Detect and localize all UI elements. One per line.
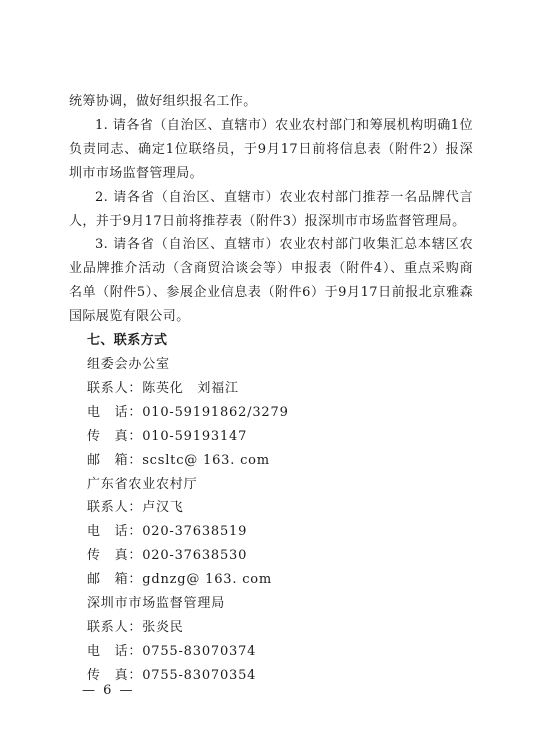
contact-fax-value: 010-59193147 [142, 428, 248, 444]
contact-person-line [69, 377, 473, 401]
paragraph-item-1: 1. 请各省（自治区、直辖市）农业农村部门和筹展机构明确1位负责同志、确定1位联络员，于9月17日前将信息表（附件2）报深圳市市场监督管理局。 [69, 117, 473, 181]
section-heading: 七、联系方式 [87, 333, 168, 349]
contact-person-label: 联系人： [87, 380, 143, 396]
contact-phone-line [69, 640, 473, 664]
contact-org-name: 深圳市市场监督管理局 [87, 596, 226, 612]
contact-person-value: 卢汉飞 [142, 500, 184, 516]
contact-email-value: scsltc@ 163. com [142, 452, 270, 468]
contact-person-value: 陈英化 刘福江 [142, 380, 239, 396]
contact-fax-line [69, 425, 473, 449]
body-text [69, 90, 473, 688]
contact-org-name: 广东省农业农村厅 [87, 476, 198, 492]
contact-email-line [69, 568, 473, 592]
contact-org-name: 组委会办公室 [87, 356, 170, 372]
contact-person-label: 联系人： [87, 500, 143, 516]
contact-phone-value: 0755-83070374 [142, 643, 257, 659]
paragraph-item-2: 2. 请各省（自治区、直辖市）农业农村部门推荐一名品牌代言人，并于9月17日前将推荐表（附件3）报深圳市市场监督管理局。 [69, 189, 473, 229]
contact-email-line [69, 449, 473, 473]
contact-phone-line [69, 401, 473, 425]
contact-fax-value: 0755-83070354 [142, 667, 257, 683]
page-number: — 6 — [82, 683, 135, 698]
contact-phone-label: 电 话： [87, 643, 143, 659]
contact-person-value: 张炎民 [142, 619, 184, 635]
contact-fax-label: 传 真： [87, 428, 143, 444]
contact-phone-value: 010-59191862/3279 [142, 404, 289, 420]
contact-fax-value: 020-37638530 [142, 548, 248, 564]
contact-person-line [69, 496, 473, 520]
contact-fax-line [69, 544, 473, 568]
contact-email-value: gdnzg@ 163. com [142, 572, 273, 588]
paragraph-item-3: 3. 请各省（自治区、直辖市）农业农村部门收集汇总本辖区农业品牌推介活动（含商贸洽谈会等）申报表（附件4）、重点采购商名单（附件5）、参展企业信息表（附件6）于9月17日前报北京雅森国际展览有限公司。 [69, 237, 473, 325]
contact-fax-label: 传 真： [87, 548, 143, 564]
contact-phone-label: 电 话： [87, 524, 143, 540]
contact-phone-line [69, 520, 473, 544]
contact-person-label: 联系人： [87, 619, 143, 635]
contact-person-line [69, 616, 473, 640]
contact-phone-label: 电 话： [87, 404, 143, 420]
paragraph-continuation: 统筹协调，做好组织报名工作。 [69, 94, 257, 109]
contact-email-label: 邮 箱： [87, 452, 143, 468]
contact-email-label: 邮 箱： [87, 572, 143, 588]
contact-fax-label: 传 真： [87, 667, 143, 683]
contact-phone-value: 020-37638519 [142, 524, 248, 540]
